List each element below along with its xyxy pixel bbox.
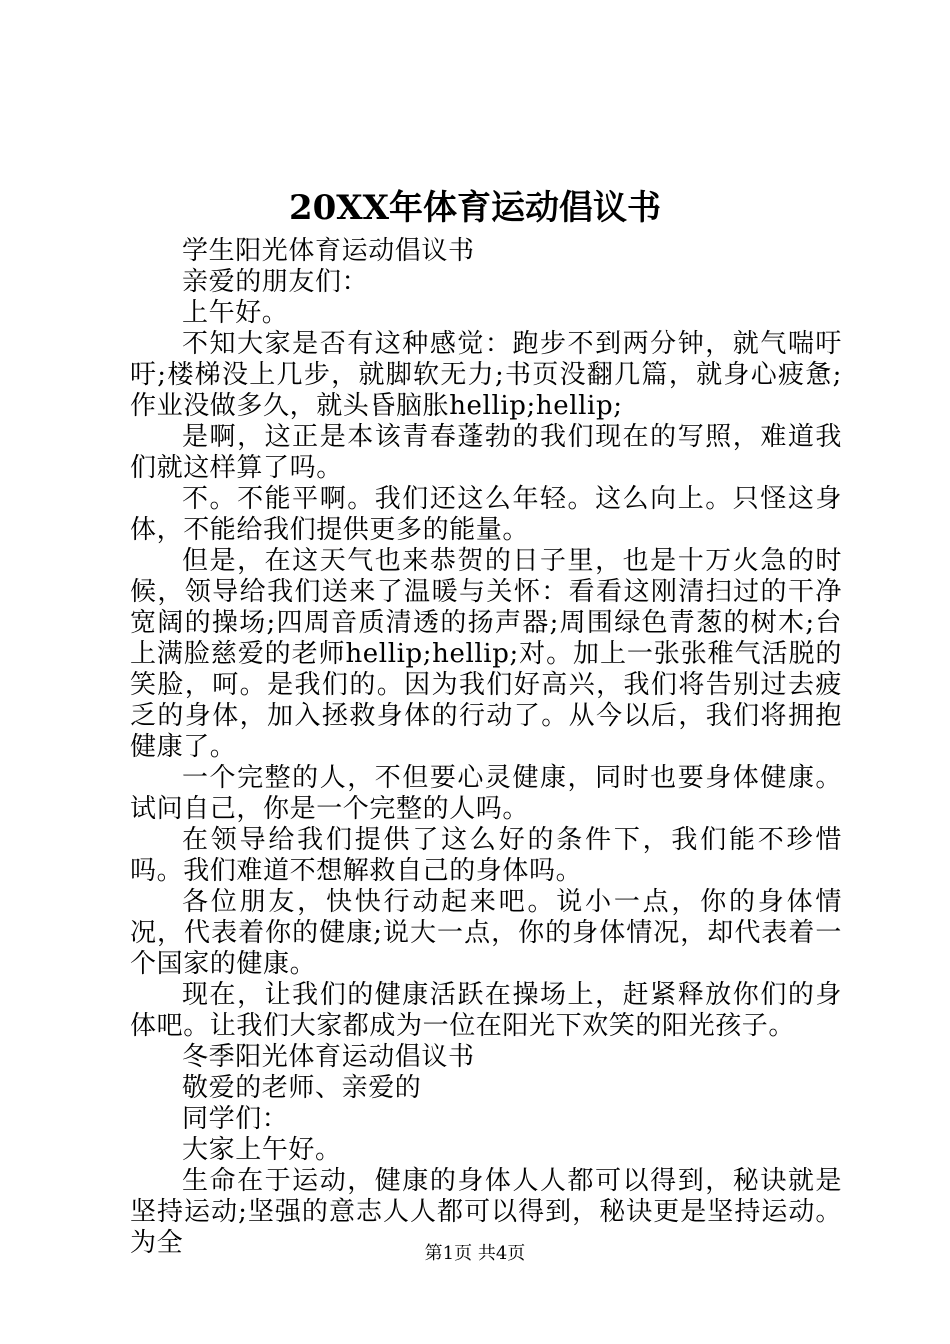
paragraph-8: 一个完整的人，不但要心灵健康，同时也要身体健康。试问自己，你是一个完整的人吗。 [130, 763, 842, 824]
paragraph-12: 冬季阳光体育运动倡议书 [182, 1042, 475, 1072]
paragraph-4: 不知大家是否有这种感觉：跑步不到两分钟，就气喘吁吁;楼梯没上几步，就脚软无力;书页没翻几篇，就身心疲惫;作业没做多久，就头昏脑胀hellip;hellip; [130, 329, 842, 421]
paragraph-1: 学生阳光体育运动倡议书 [182, 236, 475, 266]
paragraph-5: 是啊，这正是本该青春蓬勃的我们现在的写照，难道我们就这样算了吗。 [130, 422, 842, 483]
document-title: 20XX年体育运动倡议书 [288, 188, 662, 228]
paragraph-7: 但是，在这天气也来恭贺的日子里，也是十万火急的时候，领导给我们送来了温暖与关怀：看看这刚清扫过的干净宽阔的操场;四周音质清透的扬声器;周围绿色青葱的树木;台上满脸慈爱的老师hellip;hellip;对。加上一张张稚气活脱的笑脸，呵。是我们的。因为我们好高兴，我们将告别过去疲乏的身体，加入拯救身体的行动了。从今以后，我们将拥抱健康了。 [130, 546, 842, 762]
paragraph-13: 敬爱的老师、亲爱的 [182, 1073, 422, 1103]
paragraph-9: 在领导给我们提供了这么好的条件下，我们能不珍惜吗。我们难道不想解救自己的身体吗。 [130, 825, 842, 886]
paragraph-14: 同学们： [182, 1104, 289, 1134]
paragraph-3: 上午好。 [182, 298, 289, 328]
paragraph-11: 现在，让我们的健康活跃在操场上，赶紧释放你们的身体吧。让我们大家都成为一位在阳光下欢笑的阳光孩子。 [130, 980, 842, 1041]
paragraph-2: 亲爱的朋友们： [182, 267, 369, 297]
paragraph-15: 大家上午好。 [182, 1135, 342, 1165]
paragraph-6: 不。不能平啊。我们还这么年轻。这么向上。只怪这身体，不能给我们提供更多的能量。 [130, 484, 842, 545]
paragraph-10: 各位朋友，快快行动起来吧。说小一点，你的身体情况，代表着你的健康;说大一点，你的身体情况，却代表着一个国家的健康。 [130, 887, 842, 979]
document-body [130, 236, 842, 1259]
paragraph-16: 生命在于运动，健康的身体人人都可以得到，秘诀就是坚持运动;坚强的意志人人都可以得到，秘诀更是坚持运动。为全 [130, 1166, 842, 1258]
page-footer: 第1页 共4页 [424, 1243, 526, 1264]
